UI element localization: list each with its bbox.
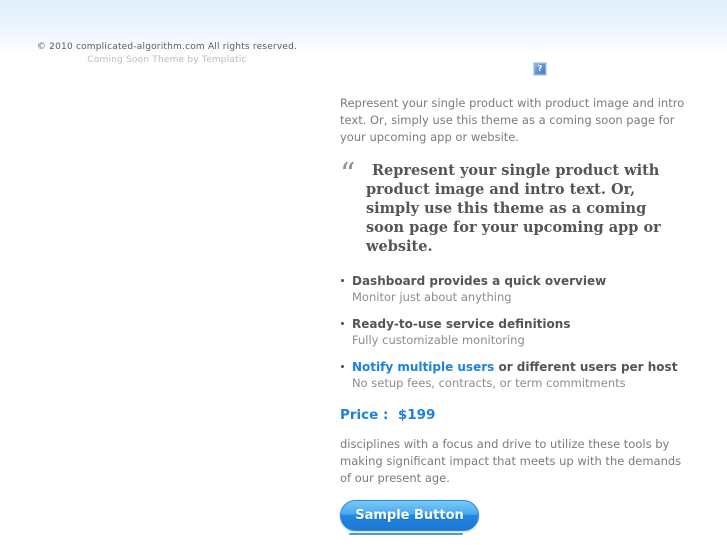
feature-title: [352, 359, 687, 375]
quote-icon: “: [340, 157, 356, 192]
feature-title-rest: or different users per host: [494, 360, 678, 374]
button-area: [340, 500, 687, 540]
notify-multiple-users-link[interactable]: Notify multiple users: [352, 360, 495, 374]
feature-item-service-definitions: [340, 316, 687, 348]
feature-title: Dashboard provides a quick overview: [352, 274, 607, 288]
feature-item-dashboard: [340, 273, 687, 305]
feature-list: [340, 273, 687, 391]
sample-button[interactable]: Sample Button: [340, 500, 479, 531]
body-paragraph: disciplines with a focus and drive to utilize these tools by making significant impact that meets up with the demands of our present age.: [340, 437, 682, 485]
question-mark-glyph: ?: [537, 64, 543, 73]
feature-subtitle: Monitor just about anything: [352, 290, 512, 304]
feature-subtitle: No setup fees, contracts, or term commitments: [352, 376, 626, 390]
button-underline-accent: [349, 533, 463, 535]
feature-title: Ready-to-use service definitions: [352, 317, 571, 331]
blockquote: [340, 157, 687, 256]
footer-credits: [0, 41, 334, 67]
intro-paragraph: Represent your single product with product image and intro text. Or, simply use this theme as a coming soon page for your upcoming app or website.: [340, 96, 685, 144]
feature-item-notify-users: [340, 359, 687, 391]
broken-image-icon: [533, 62, 547, 76]
copyright-text: © 2010 complicated-algorithm.com All rights reserved.: [36, 42, 298, 52]
blockquote-text: Represent your single product with product image and intro text. Or, simply use this theme as a coming soon page for your upcoming app or website.: [366, 162, 661, 255]
price-heading: Price : $199: [340, 407, 436, 423]
main-content: [340, 60, 687, 540]
feature-subtitle: Fully customizable monitoring: [352, 333, 525, 347]
theme-credit-text: Coming Soon Theme by Templatic: [87, 55, 247, 65]
